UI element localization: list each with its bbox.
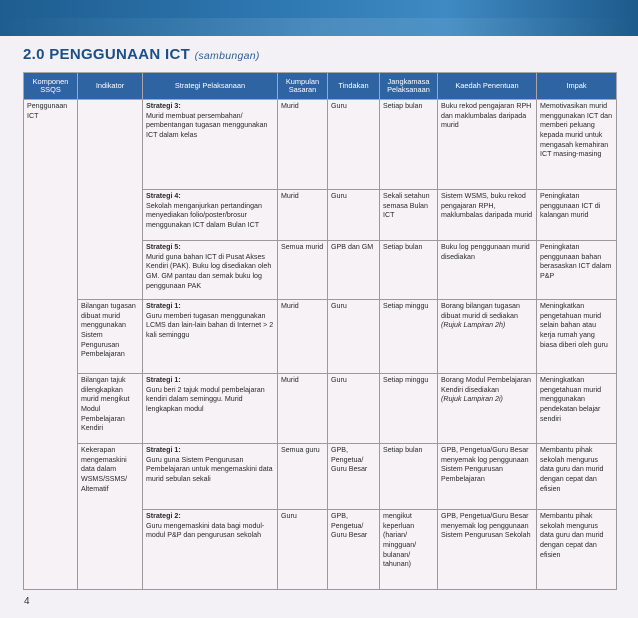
indikator-cell: Bilangan tajuk dilengkapkan murid mengikut Modul Pembelajaran Kendiri bbox=[78, 374, 143, 444]
strategi-label: Strategi 4: bbox=[146, 192, 181, 200]
tindakan-cell: GPB dan GM bbox=[328, 241, 380, 300]
strategi-label: Strategi 1: bbox=[146, 302, 181, 310]
sasaran-cell: Murid bbox=[278, 300, 328, 374]
kaedah-cell bbox=[438, 300, 537, 374]
table-row bbox=[24, 300, 617, 374]
tindakan-cell: GPB, Pengetua/ Guru Besar bbox=[328, 444, 380, 510]
jangkamasa-cell: Setiap bulan bbox=[380, 241, 438, 300]
kaedah-cell bbox=[438, 444, 537, 510]
kaedah-cell bbox=[438, 374, 537, 444]
strategi-desc: Sekolah menganjurkan pertandingan menyediakan folio/poster/brosur menggunakan ICT dalam Bulan ICT bbox=[146, 201, 262, 229]
jangkamasa-cell: Setiap minggu bbox=[380, 300, 438, 374]
header-kaedah: Kaedah Penentuan bbox=[438, 73, 537, 100]
header-indikator: Indikator bbox=[78, 73, 143, 100]
impak-cell: Meningkatkan pengetahuan murid selain bahan atau kerja rumah yang biasa diberi oleh guru bbox=[537, 300, 617, 374]
kaedah-text: Sistem WSMS, buku rekod pengajaran RPH, maklumbalas daripada murid bbox=[441, 192, 533, 220]
impak-cell: Meningkatkan pengetahuan murid menggunakan pendekatan belajar sendiri bbox=[537, 374, 617, 444]
impak-cell: Membantu pihak sekolah mengurus data guru dan murid dengan cepat dan efisien bbox=[537, 444, 617, 510]
header-tindakan: Tindakan bbox=[328, 73, 380, 100]
strategi-desc: Murid guna bahan ICT di Pusat Akses Kendiri (PAK). Buku log disediakan oleh GM. GM pantau dan semak buku log penggunaan PAK bbox=[146, 252, 272, 290]
table-row bbox=[24, 100, 617, 190]
indikator-cell-empty bbox=[78, 100, 143, 300]
jangkamasa-cell: Setiap bulan bbox=[380, 444, 438, 510]
komponen-cell: Penggunaan ICT bbox=[24, 100, 78, 590]
jangkamasa-cell: Setiap minggu bbox=[380, 374, 438, 444]
strategi-cell bbox=[143, 374, 278, 444]
jangkamasa-cell: Sekali setahun semasa Bulan ICT bbox=[380, 190, 438, 241]
strategi-cell bbox=[143, 190, 278, 241]
strategi-cell bbox=[143, 510, 278, 590]
sasaran-cell: Murid bbox=[278, 374, 328, 444]
indikator-cell: Kekerapan mengemaskini data dalam WSMS/SSMS/ Altematif bbox=[78, 444, 143, 590]
page-number: 4 bbox=[24, 596, 30, 607]
jangkamasa-cell: Setiap bulan bbox=[380, 100, 438, 190]
sasaran-cell: Murid bbox=[278, 190, 328, 241]
table-header-row bbox=[24, 73, 617, 100]
kaedah-text: GPB, Pengetua/Guru Besar menyemak log penggunaan Sistem Pengurusan Sekolah bbox=[441, 512, 531, 540]
kaedah-cell bbox=[438, 190, 537, 241]
table-row bbox=[24, 374, 617, 444]
impak-cell: Membantu pihak sekolah mengurus data guru dan murid dengan cepat dan efisien bbox=[537, 510, 617, 590]
table-row bbox=[24, 444, 617, 510]
indikator-cell: Bilangan tugasan dibuat murid menggunakan Sistem Pengurusan Pembelajaran bbox=[78, 300, 143, 374]
strategi-label: Strategi 3: bbox=[146, 102, 181, 110]
strategi-cell bbox=[143, 444, 278, 510]
kaedah-cell bbox=[438, 241, 537, 300]
section-title-text: 2.0 PENGGUNAAN ICT bbox=[23, 46, 191, 63]
top-banner bbox=[0, 0, 638, 36]
kaedah-text: Buku rekod pengajaran RPH dan maklumbalas daripada murid bbox=[441, 102, 532, 130]
strategi-desc: Guru mengemaskini data bagi modul-modul P&P dan pengurusan sekolah bbox=[146, 521, 265, 540]
section-subtitle: (sambungan) bbox=[194, 50, 260, 62]
tindakan-cell: Guru bbox=[328, 190, 380, 241]
kaedah-text: Borang Modul Pembelajaran Kendiri disediakan bbox=[441, 376, 531, 394]
header-strategi: Strategi Pelaksanaan bbox=[143, 73, 278, 100]
strategi-cell bbox=[143, 100, 278, 190]
impak-cell: Memotivasikan murid menggunakan ICT dan memberi peluang kepada murid untuk mengasah kemahiran ICT masing-masing bbox=[537, 100, 617, 190]
kaedah-ref: (Rujuk Lampiran 2h) bbox=[441, 321, 506, 330]
strategi-desc: Guru memberi tugasan menggunakan LCMS dan lain-lain bahan di Internet > 2 kali seminggu bbox=[146, 311, 274, 339]
strategi-desc: Murid membuat persembahan/ pembentangan tugasan menggunakan ICT dalam kelas bbox=[146, 111, 268, 139]
tindakan-cell: Guru bbox=[328, 100, 380, 190]
sasaran-cell: Guru bbox=[278, 510, 328, 590]
strategi-label: Strategi 1: bbox=[146, 446, 181, 454]
section-title bbox=[23, 46, 260, 63]
kaedah-text: GPB, Pengetua/Guru Besar menyemak log penggunaan Sistem Pengurusan Pembelajaran bbox=[441, 446, 529, 483]
strategi-label: Strategi 5: bbox=[146, 243, 181, 251]
tindakan-cell: GPB, Pengetua/ Guru Besar bbox=[328, 510, 380, 590]
ssqs-plan-table bbox=[23, 72, 617, 590]
tindakan-cell: Guru bbox=[328, 374, 380, 444]
kaedah-cell bbox=[438, 100, 537, 190]
strategi-desc: Guru beri 2 tajuk modul pembelajaran kendiri dalam seminggu. Murid lengkapkan modul bbox=[146, 385, 265, 413]
sasaran-cell: Murid bbox=[278, 100, 328, 190]
impak-cell: Peningkatan penggunaan bahan berasaskan ICT dalam P&P bbox=[537, 241, 617, 300]
strategi-cell bbox=[143, 241, 278, 300]
header-komponen: Komponen SSQS bbox=[24, 73, 78, 100]
header-impak: Impak bbox=[537, 73, 617, 100]
kaedah-text: Borang bilangan tugasan dibuat murid di sediakan bbox=[441, 302, 520, 320]
header-sasaran: Kumpulan Sasaran bbox=[278, 73, 328, 100]
kaedah-cell bbox=[438, 510, 537, 590]
sasaran-cell: Semua murid bbox=[278, 241, 328, 300]
strategi-cell bbox=[143, 300, 278, 374]
impak-cell: Peningkatan penggunaan ICT di kalangan murid bbox=[537, 190, 617, 241]
kaedah-text: Buku log penggunaan murid disediakan bbox=[441, 243, 530, 261]
strategi-label: Strategi 2: bbox=[146, 512, 181, 520]
kaedah-ref: (Rujuk Lampiran 2i) bbox=[441, 395, 503, 404]
strategi-label: Strategi 1: bbox=[146, 376, 181, 384]
jangkamasa-cell: mengikut keperluan (harian/ mingguan/ bulanan/ tahunan) bbox=[380, 510, 438, 590]
tindakan-cell: Guru bbox=[328, 300, 380, 374]
header-jangkamasa: Jangkamasa Pelaksanaan bbox=[380, 73, 438, 100]
strategi-desc: Guru guna Sistem Pengurusan Pembelajaran untuk mengemaskini data murid sebulan sekali bbox=[146, 455, 273, 483]
sasaran-cell: Semua guru bbox=[278, 444, 328, 510]
